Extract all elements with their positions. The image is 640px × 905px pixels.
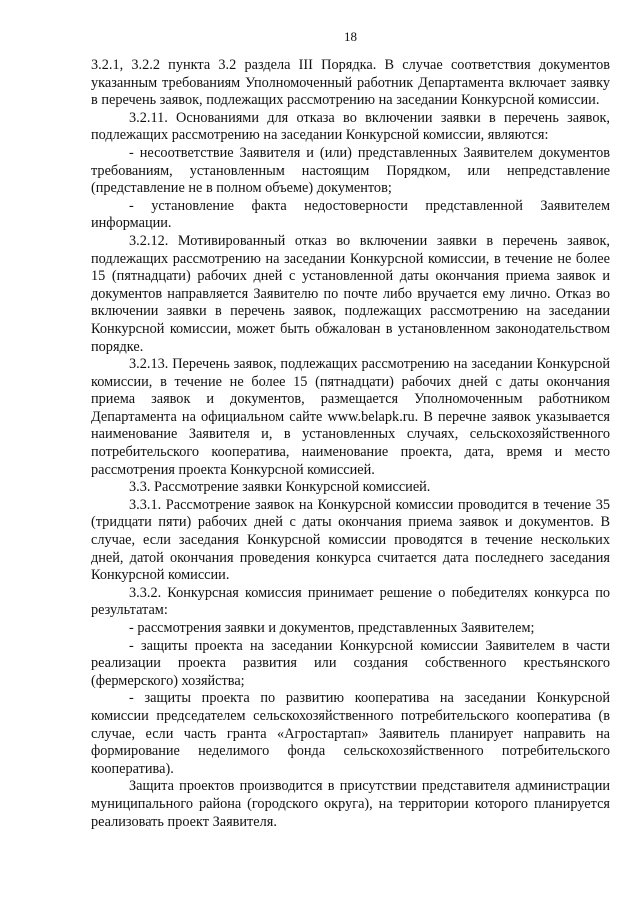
paragraph-defense-presence: Защита проектов производится в присутствии представителя администрации муниципального района (городского округа), на территории которого планируется реализовать проект Заявителя. [91, 778, 610, 830]
list-item-review-application: - рассмотрения заявки и документов, представленных Заявителем; [129, 620, 535, 636]
paragraph-3-3-2: 3.3.2. Конкурсная комиссия принимает решение о победителях конкурса по результатам: [91, 584, 610, 619]
list-item-cooperative-defense: - защиты проекта по развитию кооператива на заседании Конкурсной комиссии председателем сельскохозяйственного потребительского кооператива (в случае, если часть гранта «Агростартап» Заявитель планирует направить на формирование неделимого фонда сельскохозяйственного потребительского кооператива). [91, 690, 610, 777]
list-item-nonconformity: - несоответствие Заявителя и (или) представленных Заявителем документов требованиям, установленным настоящим Порядком, или непредставление (представление не в полном объеме) документов; [91, 144, 610, 197]
paragraph-3-2-13: 3.2.13. Перечень заявок, подлежащих рассмотрению на заседании Конкурсной комиссии, в течение не более 15 (пятнадцати) рабочих дней с даты окончания приема заявок и документов, размещается Уполномоченным работником Департамента на официальном сайте www.belapk.ru. В перечне заявок указывается наименование Заявителя и, в установленных случаях, сельскохозяйственного потребительского кооператива, наименование проекта, дата, время и место рассмотрения проекта Конкурсной комиссией. [91, 356, 610, 478]
document-body [91, 57, 610, 831]
paragraph-3-3-1: 3.3.1. Рассмотрение заявок на Конкурсной комиссии проводится в течение 35 (тридцати пяти) рабочих дней с даты окончания приема заявок и документов. В случае, если заседания Конкурсной комиссии проводятся в течение нескольких дней, датой окончания проведения конкурса считается дата последнего заседания Конкурсной комиссии. [91, 496, 610, 584]
paragraph-3-2-12: 3.2.12. Мотивированный отказ во включении заявки в перечень заявок, подлежащих рассмотрению на заседании Конкурсной комиссии, в течение не более 15 (пятнадцати) рабочих дней с установленной даты окончания приема заявок и документов направляется Заявителю по почте либо вручается ему лично. Отказ во включении заявки в перечень заявок, подлежащих рассмотрению на заседании Конкурсной комиссии, может быть обжалован в установленном законодательством порядке. [91, 232, 610, 355]
paragraph-3-2-11: 3.2.11. Основаниями для отказа во включении заявки в перечень заявок, подлежащих рассмотрению на заседании Конкурсной комиссии, являются: [91, 109, 610, 144]
list-item-project-defense: - защиты проекта на заседании Конкурсной комиссии Заявителем в части реализации проекта развития или создания собственного крестьянского (фермерского) хозяйства; [91, 637, 610, 689]
section-heading-3-3: 3.3. Рассмотрение заявки Конкурсной комиссией. [129, 479, 431, 496]
paragraph-continuation: 3.2.1, 3.2.2 пункта 3.2 раздела III Порядка. В случае соответствия документов указанным требованиям Уполномоченный работник Департамента включает заявку в перечень заявок, подлежащих рассмотрению на заседании Конкурсной комиссии. [91, 57, 610, 109]
list-item-false-information: - установление факта недостоверности представленной Заявителем информации. [91, 197, 610, 232]
page-number: 18 [344, 29, 357, 44]
